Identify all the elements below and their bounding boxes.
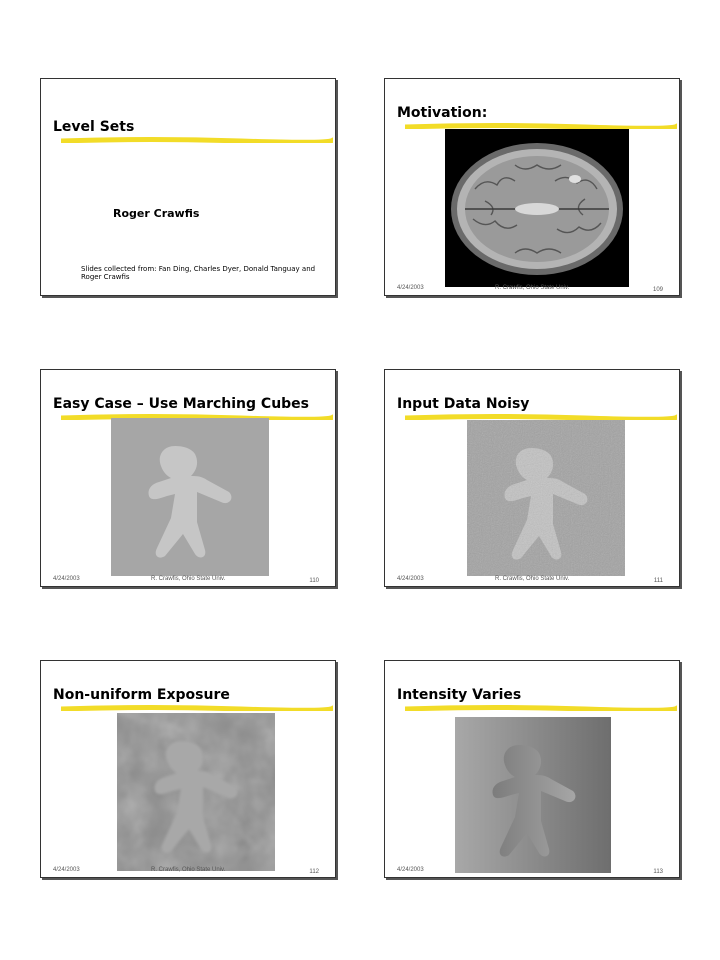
slide-author: Roger Crawfis xyxy=(113,207,200,220)
shape-clean-image xyxy=(111,418,269,576)
slide-source: R. Crawfis, Ohio State Univ. xyxy=(495,285,570,291)
slide-title: Non-uniform Exposure xyxy=(53,687,230,703)
slide-title: Level Sets xyxy=(53,119,135,135)
slide-title: Motivation: xyxy=(397,105,488,121)
slide-date: 4/24/2003 xyxy=(397,576,424,582)
slide-date: 4/24/2003 xyxy=(397,285,424,291)
slide-number: 111 xyxy=(653,578,663,584)
slide-source: R. Crawfis, Ohio State Univ. xyxy=(151,576,226,582)
slide-number: 110 xyxy=(309,578,319,584)
slide-number: 113 xyxy=(653,869,663,875)
brain-mri-image xyxy=(445,129,629,287)
slide-title: Intensity Varies xyxy=(397,687,522,703)
shape-noisy-image xyxy=(467,420,625,576)
slide-date: 4/24/2003 xyxy=(397,867,424,873)
slide-non-uniform-exposure xyxy=(40,660,336,878)
slide-intensity-varies xyxy=(384,660,680,878)
slide-source: R. Crawfis, Ohio State Univ. xyxy=(151,867,226,873)
slide-date: 4/24/2003 xyxy=(53,867,80,873)
shape-nonuniform-image xyxy=(117,713,275,871)
slide-motivation xyxy=(384,78,680,296)
slide-date: 4/24/2003 xyxy=(53,576,80,582)
shape-gradient-image xyxy=(455,717,611,873)
highlighter-stroke xyxy=(61,137,333,143)
slide-title: Easy Case – Use Marching Cubes xyxy=(53,396,310,412)
slide-level-sets xyxy=(40,78,336,296)
slide-credits: Slides collected from: Fan Ding, Charles Dyer, Donald Tanguay and Roger Crawfis xyxy=(81,265,316,281)
slide-number: 112 xyxy=(309,869,319,875)
highlighter-stroke xyxy=(61,705,333,711)
slide-easy-case xyxy=(40,369,336,587)
slide-input-noisy xyxy=(384,369,680,587)
slide-title: Input Data Noisy xyxy=(397,396,530,412)
highlighter-stroke xyxy=(405,705,677,711)
slide-source: R. Crawfis, Ohio State Univ. xyxy=(495,576,570,582)
slide-number: 109 xyxy=(652,287,663,293)
